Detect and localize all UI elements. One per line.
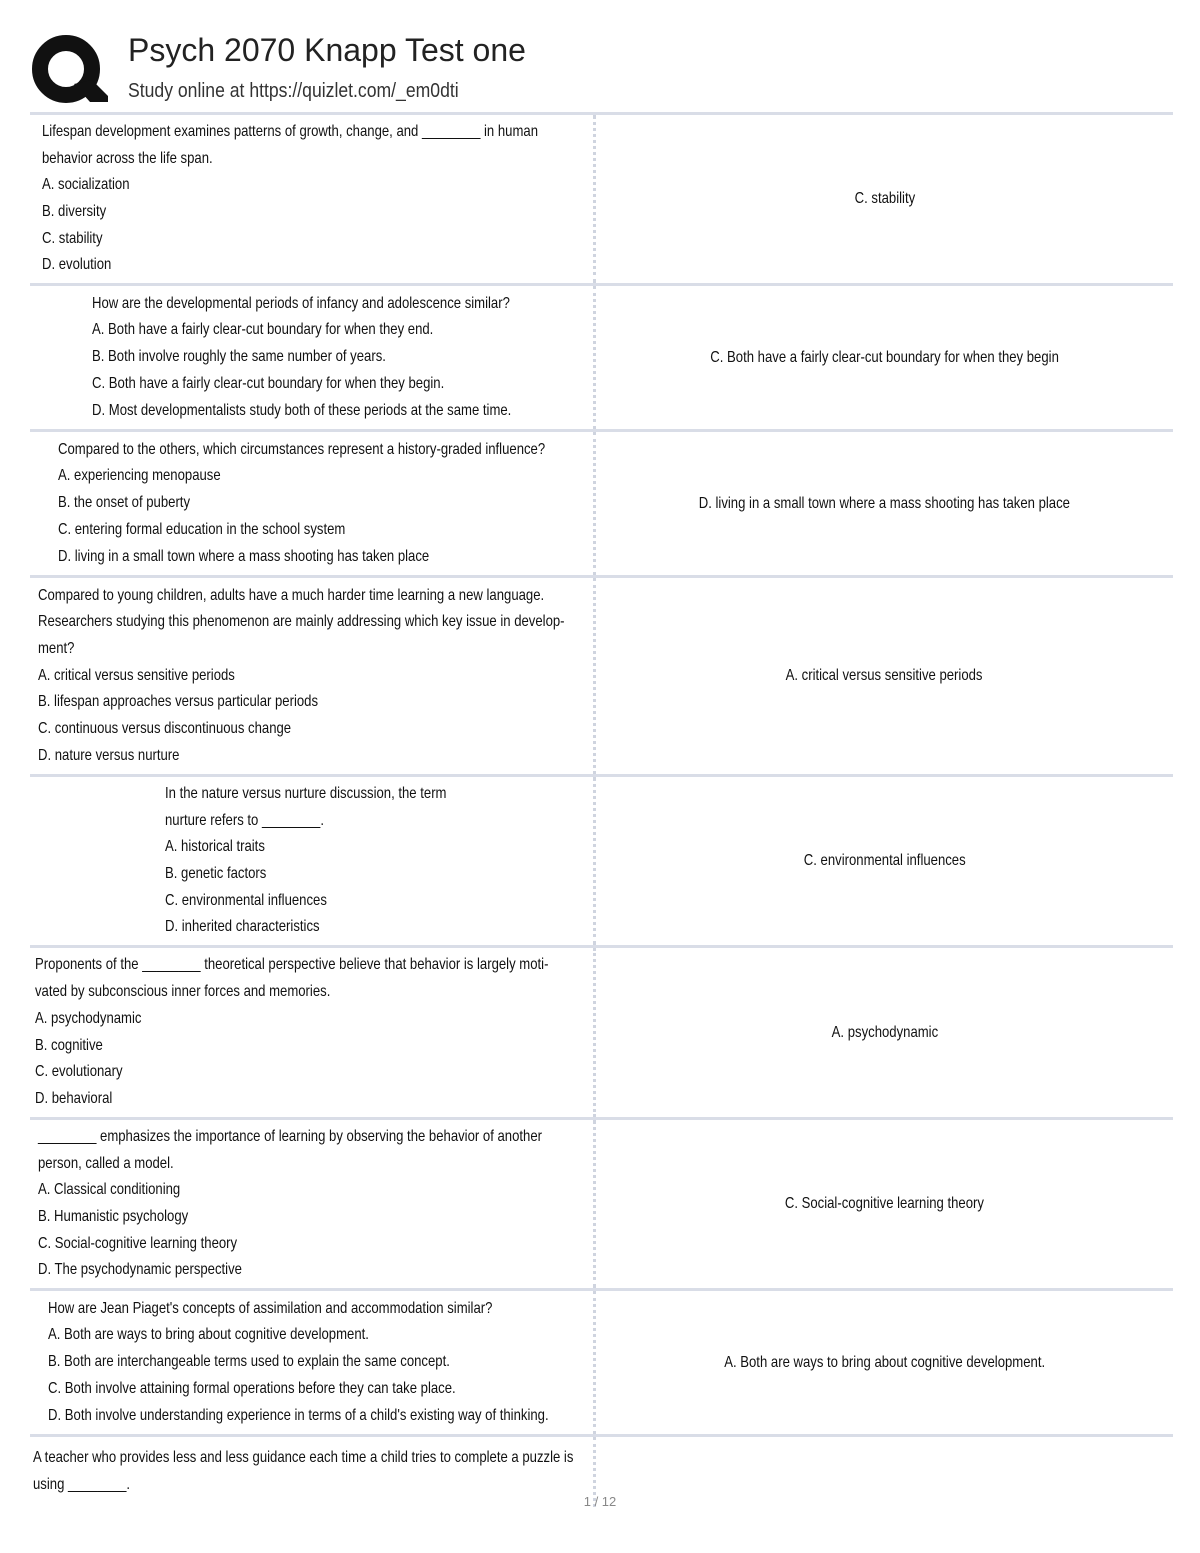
option-d: D. Both involve understanding experience in terms of a child's existing way of thinking. [48, 1406, 549, 1424]
answer-cell [596, 286, 1173, 429]
flashcard [30, 1288, 1173, 1434]
option-c: C. Both have a fairly clear-cut boundary for when they begin. [92, 374, 445, 392]
question-line: Lifespan development examines patterns of growth, change, and ________ in human [42, 122, 538, 140]
option-a: A. psychodynamic [35, 1009, 142, 1027]
option-d: D. The psychodynamic perspective [38, 1261, 242, 1279]
option-c: C. Both involve attaining formal operations before they can take place. [48, 1379, 456, 1397]
page-title: Psych 2070 Knapp Test one [128, 32, 526, 68]
question-line: using ________. [33, 1475, 131, 1493]
option-b: B. the onset of puberty [58, 494, 191, 512]
question-line: How are Jean Piaget's concepts of assimilation and accommodation similar? [48, 1299, 493, 1317]
answer-text: C. Social-cognitive learning theory [784, 1195, 985, 1212]
option-a: A. Classical conditioning [38, 1181, 181, 1199]
question-cell [30, 1291, 596, 1434]
answer-cell [596, 578, 1173, 774]
option-c: C. Social-cognitive learning theory [38, 1234, 238, 1252]
question-line: Researchers studying this phenomenon are mainly addressing which key issue in develop- [38, 613, 565, 631]
flashcard-list [30, 112, 1173, 1507]
option-b: B. Both are interchangeable terms used to explain the same concept. [48, 1353, 450, 1371]
option-d: D. evolution [42, 256, 112, 274]
flashcard [30, 1117, 1173, 1288]
flashcard [30, 774, 1173, 945]
question-cell [30, 1120, 596, 1288]
page-indicator: 1 / 12 [583, 1494, 617, 1509]
option-b: B. lifespan approaches versus particular periods [38, 693, 319, 711]
option-a: A. experiencing menopause [58, 467, 221, 485]
question-cell [30, 948, 596, 1117]
option-a: A. historical traits [165, 838, 265, 856]
flashcard [30, 429, 1173, 575]
answer-cell [596, 1120, 1173, 1288]
question-line: vated by subconscious inner forces and memories. [35, 983, 331, 1001]
option-c: C. continuous versus discontinuous change [38, 720, 292, 738]
option-d: D. living in a small town where a mass shooting has taken place [58, 547, 430, 565]
option-d: D. inherited characteristics [165, 918, 320, 936]
option-d: D. behavioral [35, 1089, 113, 1107]
question-line: In the nature versus nurture discussion, the term [165, 784, 447, 802]
answer-text: D. living in a small town where a mass shooting has taken place [698, 494, 1071, 512]
flashcard [30, 945, 1173, 1117]
answer-text: C. stability [854, 190, 915, 207]
question-line: nurture refers to ________. [165, 811, 325, 829]
answer-cell [596, 115, 1173, 283]
question-cell [30, 286, 596, 429]
question-line: A teacher who provides less and less guidance each time a child tries to complete a puzzle is [33, 1449, 574, 1466]
flashcard [30, 283, 1173, 429]
question-cell [30, 115, 596, 283]
option-d: D. nature versus nurture [38, 746, 180, 764]
question-line: ________ emphasizes the importance of learning by observing the behavior of another [38, 1127, 542, 1145]
option-c: C. entering formal education in the school system [58, 520, 346, 538]
question-cell [30, 432, 596, 575]
question-line: Compared to the others, which circumstances represent a history-graded influence? [58, 440, 546, 458]
option-b: B. diversity [42, 203, 107, 220]
option-b: B. genetic factors [165, 865, 267, 882]
option-b: B. Humanistic psychology [38, 1208, 189, 1225]
answer-text: C. Both have a fairly clear-cut boundary for when they begin [710, 348, 1059, 366]
answer-cell [596, 948, 1173, 1117]
option-c: C. environmental influences [165, 891, 327, 909]
question-cell [30, 777, 596, 945]
option-c: C. evolutionary [35, 1063, 123, 1081]
answer-text: A. psychodynamic [831, 1023, 938, 1041]
answer-cell [596, 1291, 1173, 1434]
flashcard [30, 575, 1173, 774]
question-line: Compared to young children, adults have a much harder time learning a new language. [38, 586, 545, 604]
answer-text: A. Both are ways to bring about cognitive development. [724, 1353, 1045, 1371]
option-a: A. socialization [42, 176, 130, 194]
quizlet-logo-icon [30, 32, 108, 110]
question-line: Proponents of the ________ theoretical perspective believe that behavior is largely moti- [35, 956, 549, 974]
flashcard [30, 112, 1173, 283]
option-d: D. Most developmentalists study both of these periods at the same time. [92, 401, 512, 419]
answer-cell [596, 777, 1173, 945]
option-a: A. Both have a fairly clear-cut boundary for when they end. [92, 321, 434, 339]
option-c: C. stability [42, 229, 103, 247]
option-b: B. cognitive [35, 1036, 103, 1054]
question-line: person, called a model. [38, 1154, 174, 1172]
answer-text: A. critical versus sensitive periods [786, 667, 983, 684]
question-line: ment? [38, 639, 75, 657]
option-b: B. Both involve roughly the same number of years. [92, 348, 386, 366]
option-a: A. Both are ways to bring about cognitive development. [48, 1326, 369, 1344]
question-cell [30, 578, 596, 774]
answer-cell [596, 432, 1173, 575]
page-subtitle: Study online at https://quizlet.com/_em0dti [128, 80, 459, 102]
option-a: A. critical versus sensitive periods [38, 666, 235, 684]
header [30, 28, 1175, 112]
question-line: How are the developmental periods of infancy and adolescence similar? [92, 294, 510, 312]
answer-text: C. environmental influences [803, 852, 966, 869]
question-line: behavior across the life span. [42, 149, 213, 167]
